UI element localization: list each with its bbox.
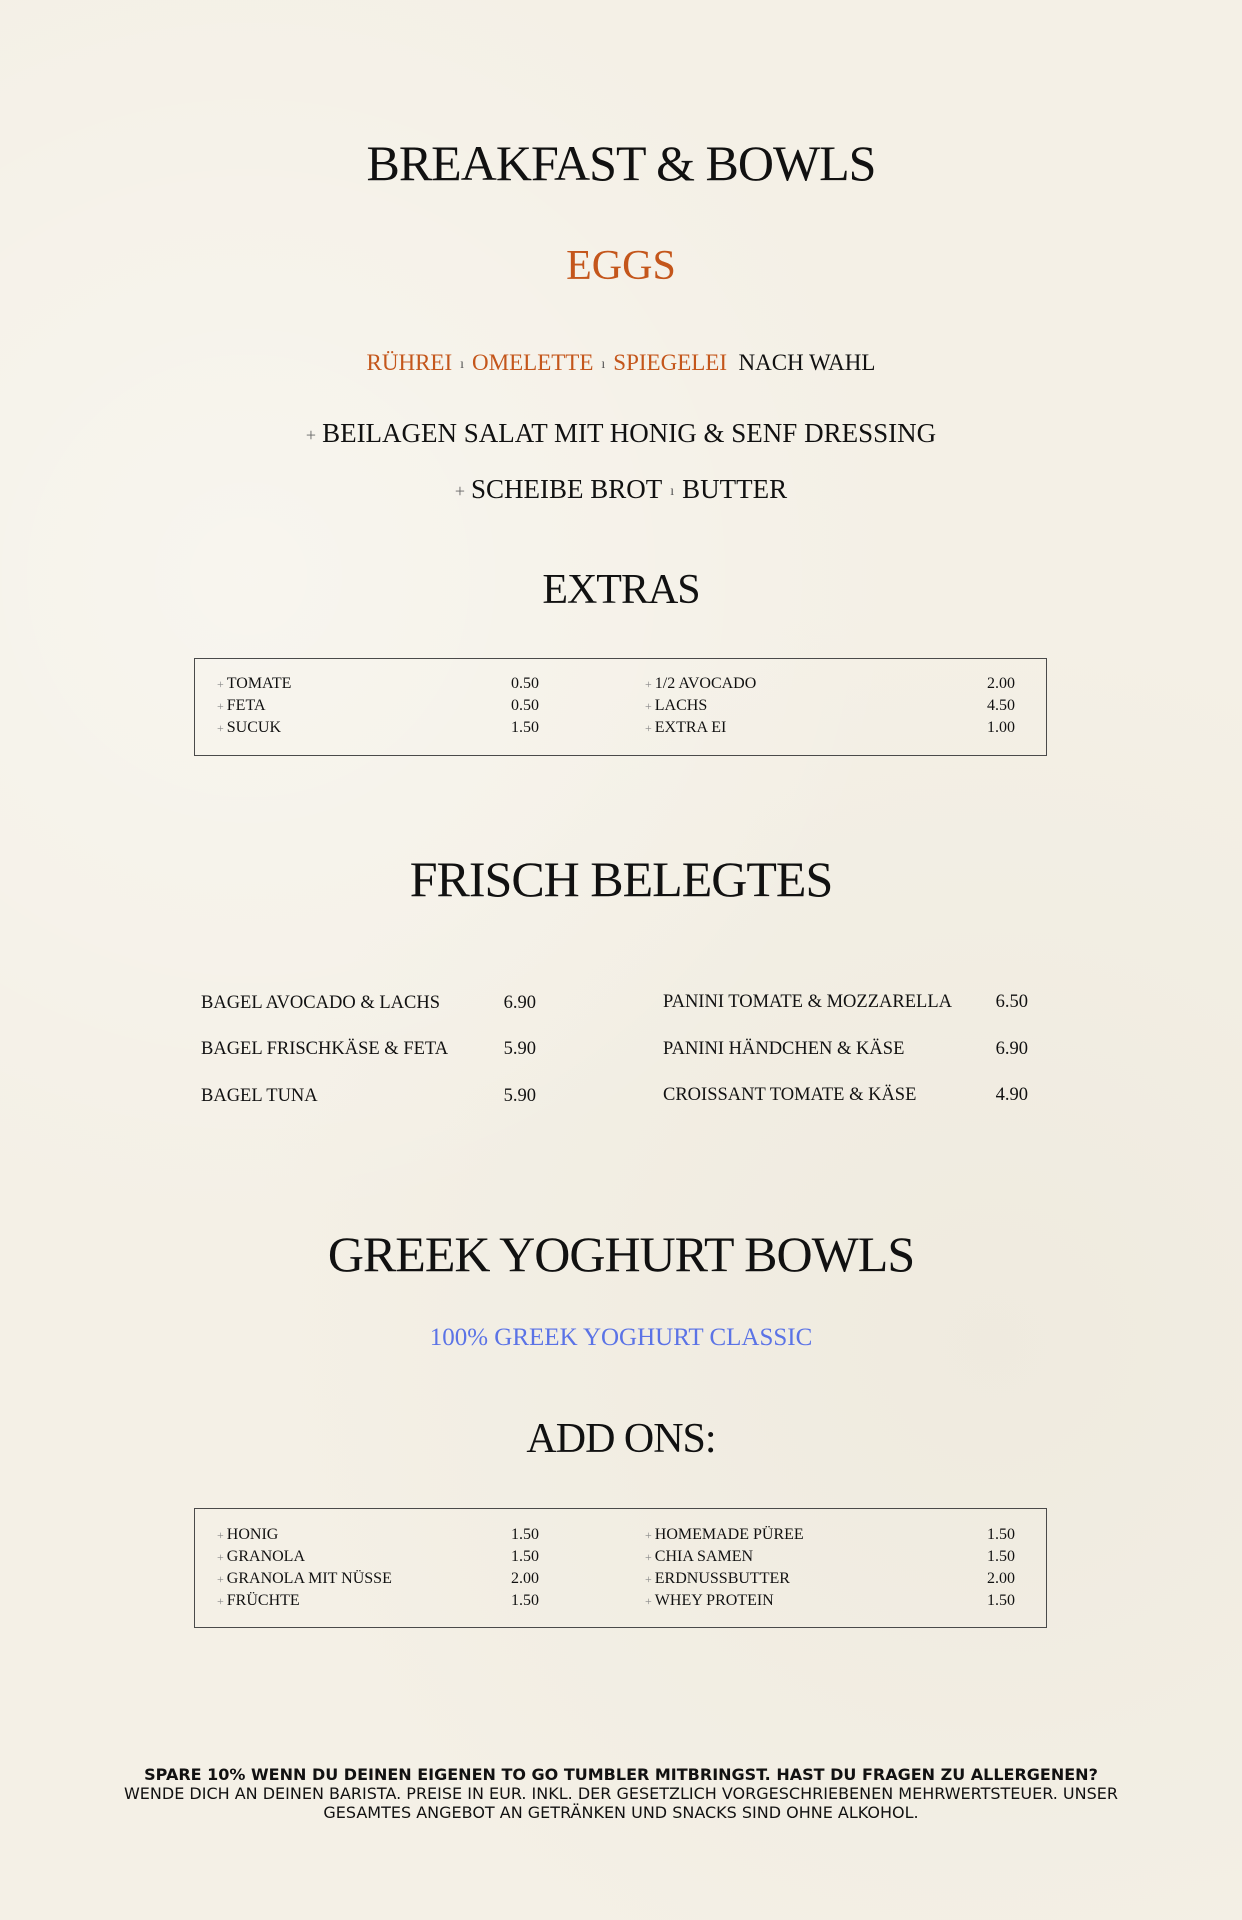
addons-left-column bbox=[217, 1524, 539, 1612]
eggs-title: EGGS bbox=[566, 243, 676, 289]
list-item: + GRANOLA MIT NÜSSE 2.00 bbox=[217, 1570, 539, 1587]
choice-ruehrei: RÜHREI bbox=[366, 350, 453, 375]
plus-symbol: + bbox=[305, 425, 317, 446]
sides-salad: BEILAGEN SALAT MIT HONIG & SENF DRESSING bbox=[322, 418, 937, 448]
menu-item: BAGEL AVOCADO & LACHS 6.90 bbox=[201, 993, 536, 1013]
egg-choices bbox=[0, 350, 1242, 376]
list-item: + HONIG 1.50 bbox=[217, 1526, 539, 1543]
list-item: + 1/2 AVOCADO 2.00 bbox=[645, 675, 1015, 692]
list-item: + TOMATE 0.50 bbox=[217, 675, 539, 692]
addons-title: ADD ONS: bbox=[526, 1416, 716, 1462]
sides-bread: SCHEIBE BROT bbox=[470, 474, 663, 504]
list-item: + EXTRA EI 1.00 bbox=[645, 719, 1015, 736]
list-item: + SUCUK 1.50 bbox=[217, 719, 539, 736]
extras-box bbox=[194, 658, 1047, 756]
list-item: + HOMEMADE PÜREE 1.50 bbox=[645, 1526, 1015, 1543]
belegtes-title: FRISCH BELEGTES bbox=[409, 851, 833, 907]
yoghurt-classic: 100% GREEK YOGHURT CLASSIC bbox=[429, 1324, 813, 1351]
addons-right-column bbox=[645, 1524, 1015, 1612]
choice-omelette: OMELETTE bbox=[472, 350, 594, 375]
footer-bold: SPARE 10% WENN DU DEINEN EIGENEN TO GO TUMBLER MITBRINGST. HAST DU FRAGEN ZU ALLERGENEN? bbox=[144, 1765, 1098, 1784]
addons-box bbox=[194, 1508, 1047, 1628]
list-item: + ERDNUSSBUTTER 2.00 bbox=[645, 1570, 1015, 1587]
breakfast-title: BREAKFAST & BOWLS bbox=[366, 135, 876, 191]
extras-title: EXTRAS bbox=[542, 567, 700, 613]
extras-right-column bbox=[645, 673, 1015, 739]
list-item: + FETA 0.50 bbox=[217, 697, 539, 714]
list-item: + LACHS 4.50 bbox=[645, 697, 1015, 714]
choice-suffix: NACH WAHL bbox=[738, 350, 876, 375]
menu-item: BAGEL FRISCHKÄSE & FETA 5.90 bbox=[201, 1039, 536, 1059]
separator: ı bbox=[601, 356, 606, 372]
choice-spiegelei: SPIEGELEI bbox=[613, 350, 728, 375]
menu-item: BAGEL TUNA 5.90 bbox=[201, 1086, 536, 1106]
sides-butter: BUTTER bbox=[682, 474, 788, 504]
sides-line-2 bbox=[0, 474, 1242, 505]
menu-item: PANINI TOMATE & MOZZARELLA 6.50 bbox=[663, 992, 1028, 1012]
plus-symbol: + bbox=[454, 481, 465, 502]
menu-item: CROISSANT TOMATE & KÄSE 4.90 bbox=[663, 1085, 1028, 1105]
list-item: + CHIA SAMEN 1.50 bbox=[645, 1548, 1015, 1565]
yoghurt-title: GREEK YOGHURT BOWLS bbox=[327, 1226, 915, 1282]
separator: ı bbox=[460, 356, 465, 372]
sides-line-1 bbox=[0, 418, 1242, 449]
list-item: + WHEY PROTEIN 1.50 bbox=[645, 1592, 1015, 1609]
extras-left-column bbox=[217, 673, 539, 739]
footer-note bbox=[120, 1765, 1122, 1822]
separator: ı bbox=[670, 483, 675, 499]
menu-item: PANINI HÄNDCHEN & KÄSE 6.90 bbox=[663, 1039, 1028, 1059]
list-item: + GRANOLA 1.50 bbox=[217, 1548, 539, 1565]
list-item: + FRÜCHTE 1.50 bbox=[217, 1592, 539, 1609]
footer-text: WENDE DICH AN DEINEN BARISTA. PREISE IN EUR. INKL. DER GESETZLICH VORGESCHRIEBENEN MEHRWERTSTEUER. UNSER GESAMTES ANGEBOT AN GETRÄNKEN UND SNACKS SIND OHNE ALKOHOL. bbox=[123, 1784, 1118, 1822]
